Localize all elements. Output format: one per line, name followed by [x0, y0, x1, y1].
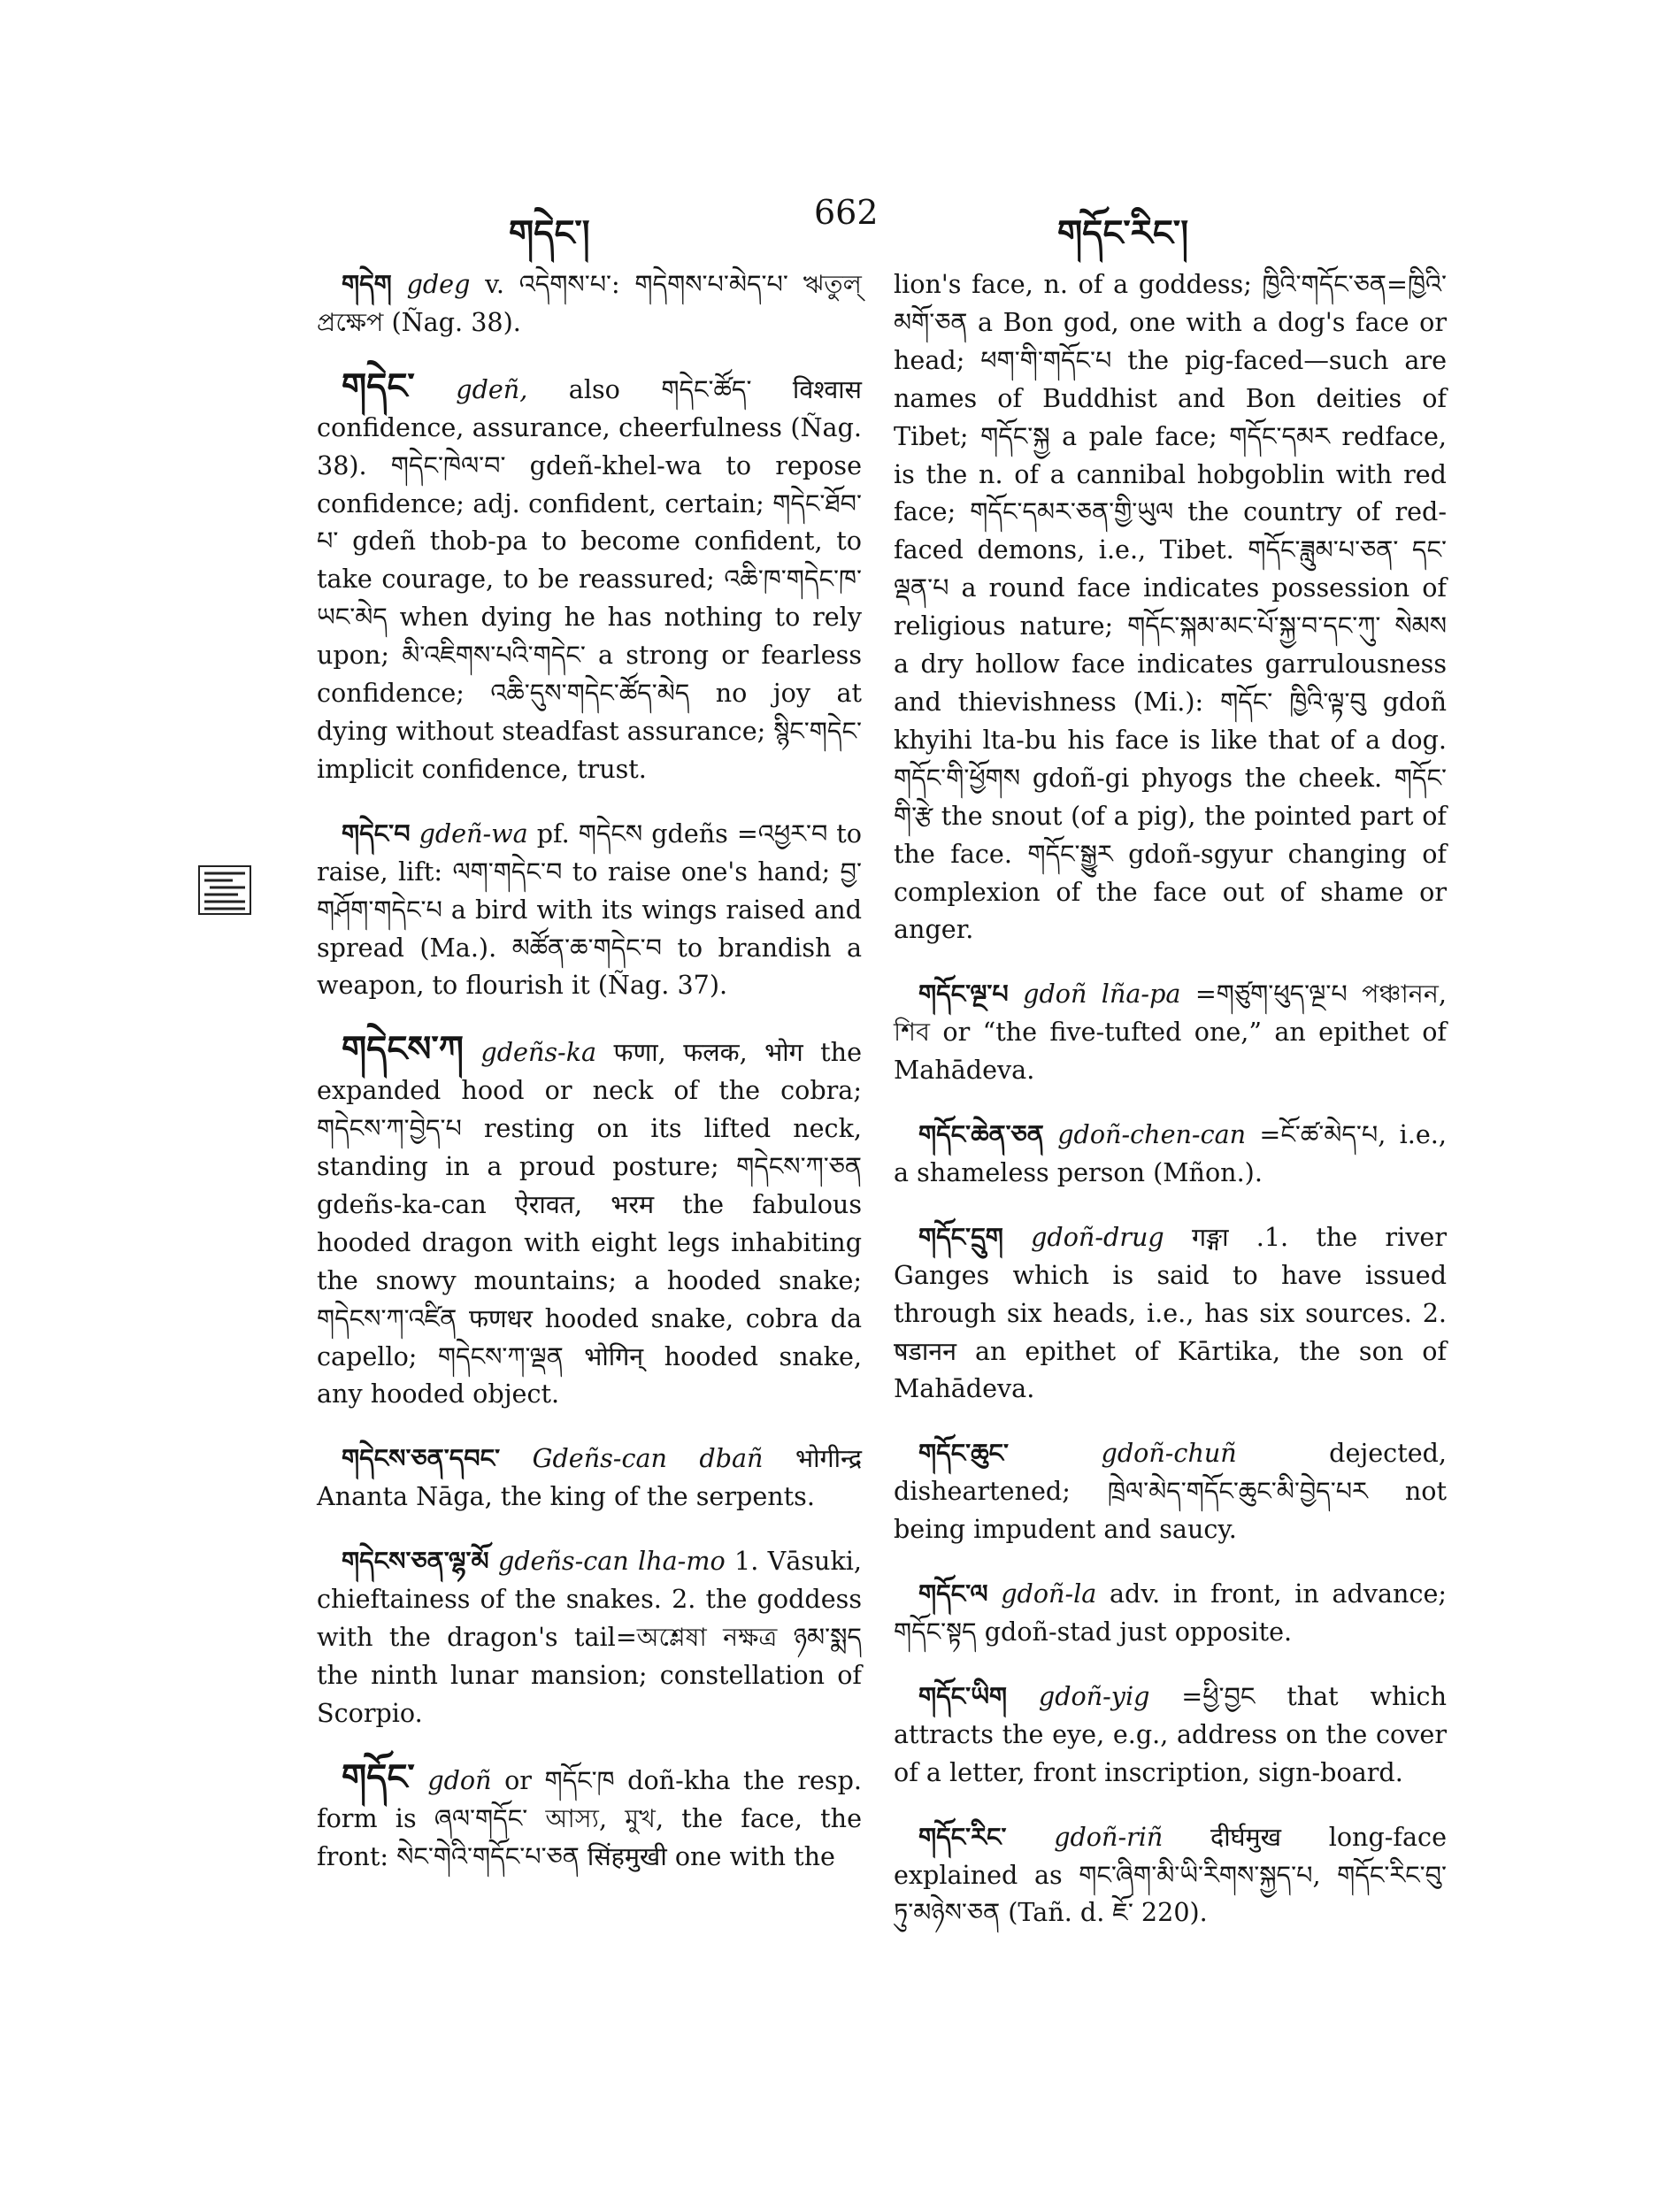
- right-column: [894, 265, 1447, 1958]
- entry-transliteration: gdoñ-yig: [1038, 1680, 1150, 1711]
- entry-transliteration: gdoñ-chuñ: [1101, 1438, 1237, 1469]
- entry-headword: གདོང་ལ: [918, 1578, 988, 1609]
- entry-definition: dejected, disheartened; ཁྲེལ་མེད་གདོང་ཆུང་མི་བྱེད་པར not being impudent and saucy.: [894, 1438, 1448, 1545]
- margin-ornament-icon: [197, 863, 252, 918]
- entry-transliteration: gdeñs-ka: [480, 1037, 597, 1068]
- entry-transliteration: gdeg: [406, 269, 471, 299]
- entry-headword: གདེང་: [342, 365, 415, 407]
- dictionary-entry: [894, 1678, 1447, 1792]
- entry-definition: or གདོང་ཁ doñ-kha the resp. form is ཞལ་གདོང་ আস্য, মুখ, the face, the front: སེང་གེའི་གདོང་པ་ཅན सिंहमुखी one with the: [317, 1764, 862, 1871]
- entry-transliteration: gdoñ-riñ: [1054, 1821, 1164, 1852]
- entry-transliteration: gdoñ-chen-can: [1057, 1119, 1247, 1150]
- dictionary-entry: [317, 1542, 862, 1732]
- entry-transliteration: gdoñ: [427, 1764, 492, 1795]
- running-head-right: གདོང་རིང་།: [1057, 212, 1189, 254]
- dictionary-entry: [894, 1575, 1447, 1651]
- dictionary-entry: [894, 1116, 1447, 1192]
- entry-definition: adv. in front, in advance; གདོང་སྟད gdoñ-stad just opposite.: [894, 1578, 1448, 1647]
- dictionary-entry: [317, 1440, 862, 1516]
- dictionary-entry: [317, 365, 862, 788]
- entry-transliteration: gdeñs-can lha-mo: [497, 1546, 726, 1577]
- entry-definition: भोगीन्द्र Ananta Nāga, the king of the serpents.: [317, 1443, 862, 1512]
- entry-definition: =ངོ་ཚ་མེད་པ, i.e., a shameless person (Mñon.).: [894, 1119, 1447, 1187]
- dictionary-entry: [894, 1218, 1447, 1409]
- entry-transliteration: gdoñ-la: [1001, 1578, 1097, 1609]
- entry-headword: གདོང་དྲུག: [918, 1221, 1003, 1252]
- entry-transliteration: Gdeñs-can dbañ: [532, 1443, 764, 1474]
- dictionary-entry: [894, 1434, 1447, 1548]
- entry-definition: =གཙུག་ཕུད་ལྔ་པ পঞ্চানন, শিব or “the five-tufted one,” an epithet of Mahādeva.: [894, 979, 1447, 1086]
- entry-headword: གདོང་ཆུང་: [918, 1438, 1010, 1469]
- entry-transliteration: gdoñ lña-pa: [1023, 979, 1181, 1010]
- entry-headword: གདེངས་ཀ: [342, 1028, 464, 1071]
- dictionary-entry: [317, 1028, 862, 1413]
- dictionary-entry: [894, 975, 1447, 1089]
- entry-headword: གདེག: [342, 269, 392, 299]
- entry-definition: दीर्घमुख long-face explained as གང་ཞིག་མི་ཡི་རིགས་སྐྱད་པ, གདོང་རིང་བུ་ ཏུ་མཉེས་ཅན (Tañ. d. ཇོ་ 220).: [894, 1821, 1447, 1928]
- dictionary-entry-continued: [894, 265, 1447, 949]
- page-header: [0, 193, 1659, 255]
- entry-headword: གདོང་ཡིག: [918, 1680, 1008, 1711]
- entry-headword: གདོང་: [342, 1755, 415, 1798]
- dictionary-entry: [317, 265, 862, 342]
- entry-definition: =ཕྱི་བྱང that which attracts the eye, e.g., address on the cover of a letter, front inscription, sign-board.: [894, 1680, 1447, 1787]
- entry-headword: གདོང་ཆེན་ཅན: [918, 1119, 1044, 1150]
- entry-headword: གདོང་རིང་: [918, 1821, 1007, 1852]
- dictionary-entry: [317, 1755, 862, 1876]
- entry-definition: also གདེང་ཚོད་ विश्वास confidence, assurance, cheerfulness (Ñag. 38). གདེང་ཁེལ་བ་ gdeñ-khel-wa to repose confidence; adj. confident, certain; གདེང་ཐོབ་པ་ gdeñ thob-pa to become confident, to take courage, to be reassured; འཆི་ཁ་གདེང་ཁ་ཡང་མེད when dying he has nothing to rely upon; མི་འཇིགས་པའི་གདེང་ a strong or fearless confidence; འཆི་དུས་གདེང་ཚོད་མེད no joy at dying without steadfast assurance; སྙིང་གདེང་ implicit confidence, trust.: [317, 373, 862, 784]
- page-number: 662: [814, 193, 879, 232]
- dictionary-entry: [317, 815, 862, 1005]
- entry-headword: གདེང་བ: [342, 818, 411, 849]
- dictionary-entry: [894, 1818, 1447, 1932]
- entry-headword: གདོང་ལྔ་པ: [918, 979, 1009, 1010]
- entry-definition: v. འདེགས་པ་: གདེགས་པ་མེད་པ་ ঋতুল্ প্রক্ষেপ (Ñag. 38).: [317, 269, 862, 337]
- running-head-left: གདེང་།: [509, 212, 590, 254]
- entry-transliteration: gdoñ-drug: [1031, 1221, 1164, 1252]
- entry-headword: གདེངས་ཅན་དབང་: [342, 1443, 501, 1474]
- entry-definition: गङ्गा .1. the river Ganges which is said to have issued through six heads, i.e., has six sources. 2. षडानन an epithet of Kārtika, the son of Mahādeva.: [894, 1221, 1447, 1404]
- entry-transliteration: gdeñ,: [456, 373, 528, 404]
- entry-definition: फणा, फलक, भोग the expanded hood or neck of the cobra; གདེངས་ཀ་བྱེད་པ resting on its lifted neck, standing in a proud posture; གདེངས་ཀ་ཅན gdeñs-ka-can ऐरावत, भरम the fabulous hooded dragon with eight legs inhabiting the snowy mountains; a hooded snake; གདེངས་ཀ་འཛིན फणधर hooded snake, cobra da capello; གདེངས་ཀ་ལྡན भोगिन् hooded snake, any hooded object.: [317, 1037, 862, 1409]
- entry-definition: 1. Vāsuki, chieftainess of the snakes. 2. the goddess with the dragon's tail=অশ্লেষা নক্ষত্র ཉམ་སྨད the ninth lunar mansion; constellation of Scorpio.: [317, 1546, 863, 1728]
- left-column: [317, 265, 862, 1901]
- entry-definition: lion's face, n. of a goddess; ཁྱིའི་གདོང་ཅན=ཁྱིའི་མགོ་ཅན a Bon god, one with a dog's face or head; ཕག་གི་གདོང་པ the pig-faced—such are names of Buddhist and Bon deities of Tibet; གདོང་སྐྱ a pale face; གདོང་དམར redface, is the n. of a cannibal hobgoblin with red face; གདོང་དམར་ཅན་གྱི་ཡུལ the country of red-faced demons, i.e., Tibet. གདོང་ཟླུམ་པ་ཅན་ དང་ལྡན་པ a round face indicates possession of religious nature; གདོང་སྐམ་མང་པོ་སྐྱ་བ་དང་ཀུ་ སེམས a dry hollow face indicates garrulousness and thievishness (Mi.): གདོང་ ཁྱིའི་ལྟ་བུ gdoñ khyihi lta-bu his face is like that of a dog. གདོང་གི་ཕྱོགས gdoñ-gi phyogs the cheek. གདོང་གི་རྩེ the snout (of a pig), the pointed part of the face. གདོང་སྒྱུར gdoñ-sgyur changing of complexion of the face out of shame or anger.: [894, 269, 1447, 945]
- entry-transliteration: gdeñ-wa: [419, 818, 528, 849]
- entry-headword: གདེངས་ཅན་ལྷ་མོ: [342, 1546, 489, 1577]
- entry-definition: pf. གདེངས gdeñs =འཕྱར་བ to raise, lift: ལག་གདེང་བ to raise one's hand; བྱ་གཤོག་གདེང་པ a bird with its wings raised and spread (Ma.). མཚོན་ཆ་གདེང་བ to brandish a weapon, to flourish it (Ñag. 37).: [317, 818, 863, 1001]
